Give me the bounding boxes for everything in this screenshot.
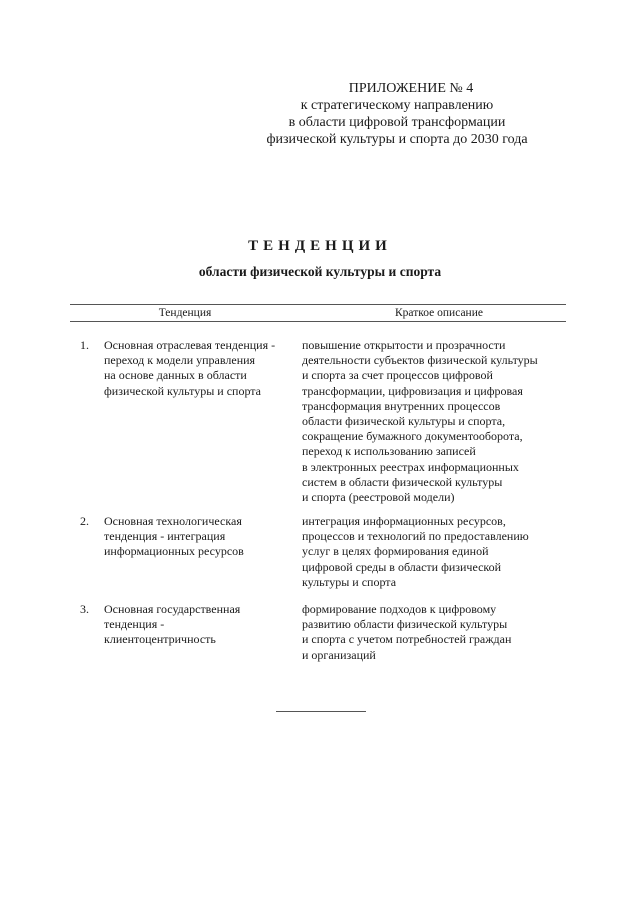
description-line: цифровой среды в области физической (302, 559, 502, 574)
description-line: и спорта с учетом потребностей граждан (302, 632, 512, 647)
row-number: 1. (80, 338, 89, 352)
closing-divider (276, 711, 366, 712)
row-description (302, 602, 572, 663)
trend-line: тенденция - (104, 617, 165, 632)
row-trend (104, 602, 304, 648)
appendix-line: физической культуры и спорта до 2030 года (266, 132, 528, 147)
document-subtitle: области физической культуры и спорта (198, 264, 442, 279)
appendix-block (232, 80, 562, 148)
trend-line: Основная технологическая (104, 514, 242, 528)
description-line: культуры и спорта (302, 574, 397, 589)
description-line: в электронных реестрах информационных (302, 459, 519, 474)
description-line: формирование подходов к цифровому (302, 602, 497, 616)
appendix-title: ПРИЛОЖЕНИЕ № 4 (348, 81, 474, 96)
header-description: Краткое описание (395, 307, 483, 319)
trends-table (70, 304, 566, 662)
description-line: процессов и технологий по предоставлению (302, 529, 529, 544)
header-trend: Тенденция (158, 307, 212, 319)
appendix-line: в области цифровой трансформации (288, 115, 506, 130)
description-line: повышение открытости и прозрачности (302, 338, 506, 352)
row-description (302, 338, 572, 505)
row-number: 3. (80, 602, 89, 616)
row-trend (104, 514, 304, 560)
document-title: ТЕНДЕНЦИИ (248, 238, 392, 254)
trend-line: клиентоцентричность (104, 632, 216, 647)
description-line: трансформация внутренних процессов (302, 398, 501, 413)
description-line: развитию области физической культуры (302, 617, 508, 632)
row-trend (104, 338, 304, 399)
row-number: 2. (80, 514, 89, 528)
appendix-line: к стратегическому направлению (300, 98, 494, 113)
description-line: переход к использованию записей (302, 444, 476, 459)
description-line: систем в области физической культуры (302, 474, 503, 489)
table-header-row (70, 304, 566, 322)
description-line: и спорта (реестровой модели) (302, 490, 455, 505)
description-line: и организаций (302, 647, 376, 662)
description-line: сокращение бумажного документооборота, (302, 429, 523, 444)
description-line: трансформации, цифровизация и цифровая (302, 383, 523, 398)
description-line: интеграция информационных ресурсов, (302, 514, 506, 528)
trend-line: Основная отраслевая тенденция - (104, 338, 276, 352)
trend-line: физической культуры и спорта (104, 383, 262, 398)
description-line: и спорта за счет процессов цифровой (302, 368, 493, 383)
description-line: области физической культуры и спорта, (302, 414, 506, 429)
trend-line: на основе данных в области (104, 368, 247, 383)
trend-line: информационных ресурсов (104, 544, 244, 559)
trend-line: тенденция - интеграция (104, 529, 226, 544)
trend-line: переход к модели управления (104, 353, 256, 368)
trend-line: Основная государственная (104, 602, 241, 616)
description-line: деятельности субъектов физической культуры (302, 353, 538, 368)
description-line: услуг в целях формирования единой (302, 544, 489, 559)
row-description (302, 514, 572, 590)
